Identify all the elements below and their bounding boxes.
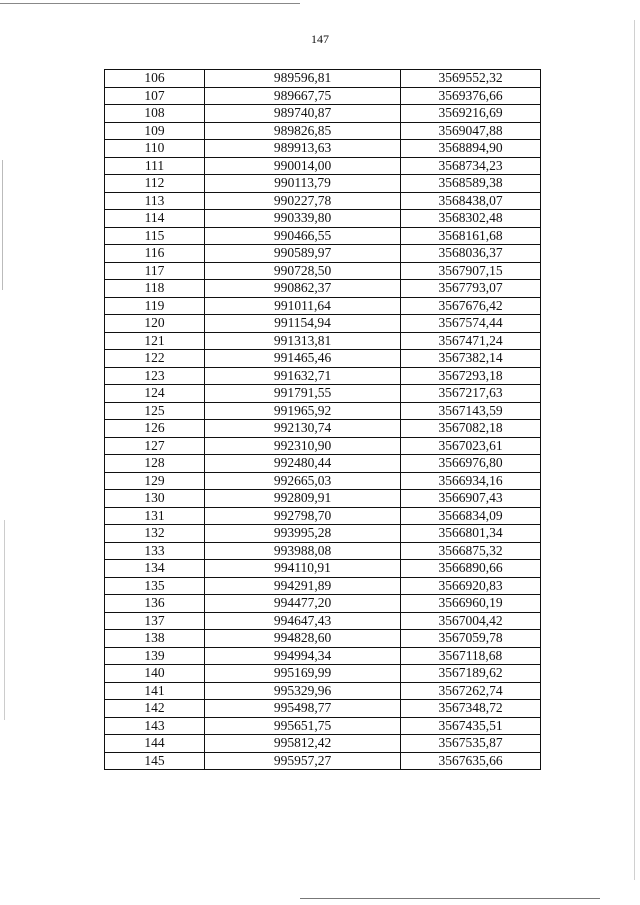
table-row xyxy=(105,245,541,263)
scan-artifact-left-edge-lower xyxy=(4,520,5,720)
point-number-cell: 140 xyxy=(105,665,205,683)
point-number-cell: 109 xyxy=(105,122,205,140)
x-coordinate-cell: 992798,70 xyxy=(205,507,401,525)
point-number-cell: 110 xyxy=(105,140,205,158)
x-coordinate-cell: 994828,60 xyxy=(205,630,401,648)
y-coordinate-cell: 3567293,18 xyxy=(401,367,541,385)
y-coordinate-cell: 3568302,48 xyxy=(401,210,541,228)
y-coordinate-cell: 3568161,68 xyxy=(401,227,541,245)
point-number-cell: 115 xyxy=(105,227,205,245)
point-number-cell: 142 xyxy=(105,700,205,718)
x-coordinate-cell: 991154,94 xyxy=(205,315,401,333)
x-coordinate-cell: 993995,28 xyxy=(205,525,401,543)
x-coordinate-cell: 989826,85 xyxy=(205,122,401,140)
y-coordinate-cell: 3566920,83 xyxy=(401,577,541,595)
point-number-cell: 129 xyxy=(105,472,205,490)
point-number-cell: 145 xyxy=(105,752,205,770)
table-row xyxy=(105,385,541,403)
x-coordinate-cell: 995651,75 xyxy=(205,717,401,735)
x-coordinate-cell: 995812,42 xyxy=(205,735,401,753)
point-number-cell: 106 xyxy=(105,70,205,88)
x-coordinate-cell: 991465,46 xyxy=(205,350,401,368)
y-coordinate-cell: 3567023,61 xyxy=(401,437,541,455)
x-coordinate-cell: 989913,63 xyxy=(205,140,401,158)
x-coordinate-cell: 994110,91 xyxy=(205,560,401,578)
table-row xyxy=(105,192,541,210)
table-row xyxy=(105,665,541,683)
table-row xyxy=(105,717,541,735)
x-coordinate-cell: 992665,03 xyxy=(205,472,401,490)
x-coordinate-cell: 991965,92 xyxy=(205,402,401,420)
y-coordinate-cell: 3566890,66 xyxy=(401,560,541,578)
y-coordinate-cell: 3569047,88 xyxy=(401,122,541,140)
y-coordinate-cell: 3566834,09 xyxy=(401,507,541,525)
table-row xyxy=(105,682,541,700)
point-number-cell: 131 xyxy=(105,507,205,525)
table-row xyxy=(105,752,541,770)
point-number-cell: 141 xyxy=(105,682,205,700)
point-number-cell: 136 xyxy=(105,595,205,613)
table-row xyxy=(105,542,541,560)
table-row xyxy=(105,735,541,753)
table-row xyxy=(105,262,541,280)
x-coordinate-cell: 995329,96 xyxy=(205,682,401,700)
y-coordinate-cell: 3569376,66 xyxy=(401,87,541,105)
table-row xyxy=(105,612,541,630)
y-coordinate-cell: 3566801,34 xyxy=(401,525,541,543)
y-coordinate-cell: 3566960,19 xyxy=(401,595,541,613)
table-row xyxy=(105,472,541,490)
y-coordinate-cell: 3567793,07 xyxy=(401,280,541,298)
table-row xyxy=(105,122,541,140)
table-row xyxy=(105,315,541,333)
y-coordinate-cell: 3567574,44 xyxy=(401,315,541,333)
scan-artifact-right-edge xyxy=(634,20,635,880)
x-coordinate-cell: 990466,55 xyxy=(205,227,401,245)
y-coordinate-cell: 3567118,68 xyxy=(401,647,541,665)
x-coordinate-cell: 990339,80 xyxy=(205,210,401,228)
y-coordinate-cell: 3567082,18 xyxy=(401,420,541,438)
y-coordinate-cell: 3566875,32 xyxy=(401,542,541,560)
table-row xyxy=(105,402,541,420)
scan-artifact-top-line xyxy=(0,3,300,4)
x-coordinate-cell: 993988,08 xyxy=(205,542,401,560)
table-row xyxy=(105,210,541,228)
table-row xyxy=(105,157,541,175)
table-row xyxy=(105,700,541,718)
table-row xyxy=(105,227,541,245)
point-number-cell: 114 xyxy=(105,210,205,228)
table-row xyxy=(105,105,541,123)
table-row xyxy=(105,577,541,595)
scan-artifact-bottom-line xyxy=(300,898,600,899)
x-coordinate-cell: 989667,75 xyxy=(205,87,401,105)
table-row xyxy=(105,297,541,315)
point-number-cell: 113 xyxy=(105,192,205,210)
y-coordinate-cell: 3568734,23 xyxy=(401,157,541,175)
x-coordinate-cell: 994647,43 xyxy=(205,612,401,630)
table-row xyxy=(105,70,541,88)
x-coordinate-cell: 995498,77 xyxy=(205,700,401,718)
table-row xyxy=(105,507,541,525)
table-row xyxy=(105,630,541,648)
y-coordinate-cell: 3567217,63 xyxy=(401,385,541,403)
x-coordinate-cell: 990862,37 xyxy=(205,280,401,298)
x-coordinate-cell: 995169,99 xyxy=(205,665,401,683)
x-coordinate-cell: 990113,79 xyxy=(205,175,401,193)
table-row xyxy=(105,280,541,298)
point-number-cell: 133 xyxy=(105,542,205,560)
x-coordinate-cell: 991313,81 xyxy=(205,332,401,350)
x-coordinate-cell: 994994,34 xyxy=(205,647,401,665)
x-coordinate-cell: 994477,20 xyxy=(205,595,401,613)
table-row xyxy=(105,595,541,613)
point-number-cell: 134 xyxy=(105,560,205,578)
table-row xyxy=(105,490,541,508)
point-number-cell: 121 xyxy=(105,332,205,350)
point-number-cell: 125 xyxy=(105,402,205,420)
page-number: 147 xyxy=(311,32,329,46)
x-coordinate-cell: 992809,91 xyxy=(205,490,401,508)
point-number-cell: 108 xyxy=(105,105,205,123)
table-row xyxy=(105,437,541,455)
table-row xyxy=(105,455,541,473)
y-coordinate-cell: 3567471,24 xyxy=(401,332,541,350)
point-number-cell: 135 xyxy=(105,577,205,595)
point-number-cell: 127 xyxy=(105,437,205,455)
point-number-cell: 122 xyxy=(105,350,205,368)
y-coordinate-cell: 3569552,32 xyxy=(401,70,541,88)
scan-artifact-left-edge xyxy=(2,160,3,290)
y-coordinate-cell: 3566976,80 xyxy=(401,455,541,473)
point-number-cell: 132 xyxy=(105,525,205,543)
x-coordinate-cell: 994291,89 xyxy=(205,577,401,595)
point-number-cell: 139 xyxy=(105,647,205,665)
point-number-cell: 120 xyxy=(105,315,205,333)
table-row xyxy=(105,87,541,105)
y-coordinate-cell: 3567059,78 xyxy=(401,630,541,648)
point-number-cell: 124 xyxy=(105,385,205,403)
x-coordinate-cell: 991791,55 xyxy=(205,385,401,403)
point-number-cell: 137 xyxy=(105,612,205,630)
x-coordinate-cell: 990589,97 xyxy=(205,245,401,263)
point-number-cell: 118 xyxy=(105,280,205,298)
y-coordinate-cell: 3567143,59 xyxy=(401,402,541,420)
y-coordinate-cell: 3567004,42 xyxy=(401,612,541,630)
coordinates-table xyxy=(104,69,541,770)
point-number-cell: 111 xyxy=(105,157,205,175)
point-number-cell: 126 xyxy=(105,420,205,438)
y-coordinate-cell: 3569216,69 xyxy=(401,105,541,123)
point-number-cell: 130 xyxy=(105,490,205,508)
table-row xyxy=(105,350,541,368)
point-number-cell: 123 xyxy=(105,367,205,385)
point-number-cell: 112 xyxy=(105,175,205,193)
point-number-cell: 107 xyxy=(105,87,205,105)
y-coordinate-cell: 3567635,66 xyxy=(401,752,541,770)
point-number-cell: 144 xyxy=(105,735,205,753)
point-number-cell: 116 xyxy=(105,245,205,263)
table-row xyxy=(105,647,541,665)
y-coordinate-cell: 3567189,62 xyxy=(401,665,541,683)
y-coordinate-cell: 3568589,38 xyxy=(401,175,541,193)
x-coordinate-cell: 989596,81 xyxy=(205,70,401,88)
table-row xyxy=(105,175,541,193)
y-coordinate-cell: 3566934,16 xyxy=(401,472,541,490)
x-coordinate-cell: 992130,74 xyxy=(205,420,401,438)
coordinates-table-body xyxy=(105,70,541,770)
table-row xyxy=(105,525,541,543)
y-coordinate-cell: 3567676,42 xyxy=(401,297,541,315)
y-coordinate-cell: 3568438,07 xyxy=(401,192,541,210)
x-coordinate-cell: 991632,71 xyxy=(205,367,401,385)
y-coordinate-cell: 3568894,90 xyxy=(401,140,541,158)
y-coordinate-cell: 3567435,51 xyxy=(401,717,541,735)
point-number-cell: 143 xyxy=(105,717,205,735)
x-coordinate-cell: 995957,27 xyxy=(205,752,401,770)
y-coordinate-cell: 3568036,37 xyxy=(401,245,541,263)
y-coordinate-cell: 3566907,43 xyxy=(401,490,541,508)
table-row xyxy=(105,332,541,350)
table-row xyxy=(105,140,541,158)
table-row xyxy=(105,560,541,578)
x-coordinate-cell: 990014,00 xyxy=(205,157,401,175)
y-coordinate-cell: 3567382,14 xyxy=(401,350,541,368)
table-row xyxy=(105,420,541,438)
x-coordinate-cell: 992480,44 xyxy=(205,455,401,473)
y-coordinate-cell: 3567348,72 xyxy=(401,700,541,718)
point-number-cell: 119 xyxy=(105,297,205,315)
x-coordinate-cell: 990728,50 xyxy=(205,262,401,280)
x-coordinate-cell: 989740,87 xyxy=(205,105,401,123)
x-coordinate-cell: 991011,64 xyxy=(205,297,401,315)
y-coordinate-cell: 3567262,74 xyxy=(401,682,541,700)
y-coordinate-cell: 3567907,15 xyxy=(401,262,541,280)
point-number-cell: 117 xyxy=(105,262,205,280)
table-row xyxy=(105,367,541,385)
x-coordinate-cell: 992310,90 xyxy=(205,437,401,455)
x-coordinate-cell: 990227,78 xyxy=(205,192,401,210)
point-number-cell: 138 xyxy=(105,630,205,648)
point-number-cell: 128 xyxy=(105,455,205,473)
y-coordinate-cell: 3567535,87 xyxy=(401,735,541,753)
